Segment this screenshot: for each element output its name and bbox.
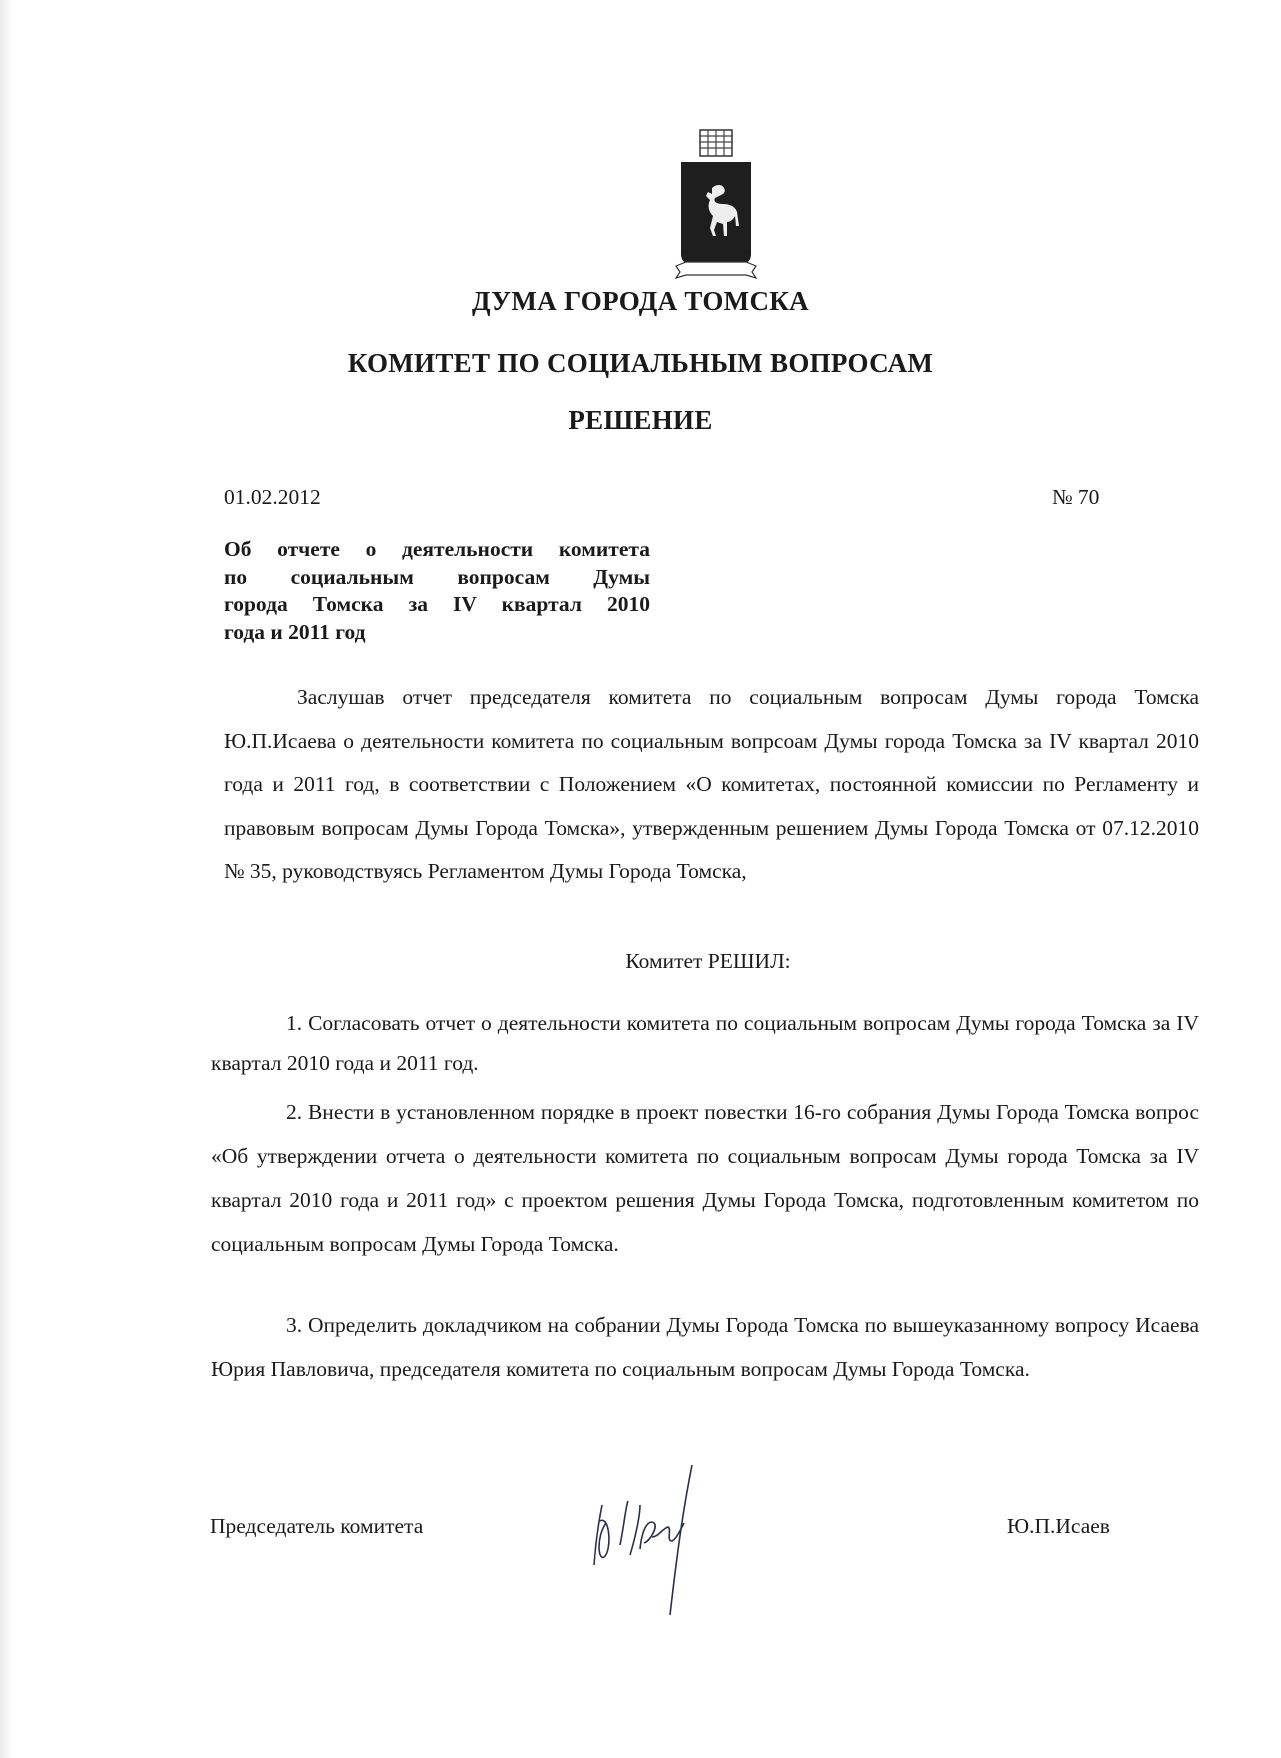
document-number: № 70 [1052,485,1100,509]
document-type: РЕШЕНИЕ [568,405,713,435]
signatory-position: Председатель комитета [210,1514,424,1538]
subject-line: города Томска за IV квартал 2010 [224,592,650,616]
subject-line: Об отчете о деятельности комитета [224,537,650,561]
decision-item-1: 1. Согласовать отчет о деятельности комитета по социальным вопросам Думы города Томска за IV квартал 2010 года и 2011 год. [211,1011,1199,1075]
decision-heading: Комитет РЕШИЛ: [625,949,791,973]
subject-line: по социальным вопросам Думы [224,564,650,589]
scan-edge [0,0,12,1758]
coat-of-arms-emblem [668,126,766,284]
decision-item-2: 2. Внести в установленном порядке в проект повестки 16-го собрания Думы Города Томска вопрос «Об утверждении отчета о деятельности комитета по социальным вопросам Думы города Томска за IV квартал 2010 года и 2011 год» с проектом решения Думы Города Томска, подготовленным комитетом по социальным вопросам Думы Города Томска. [211,1100,1199,1256]
crown-icon [700,130,732,156]
subject-line: года и 2011 год [224,619,366,644]
document-subject [224,536,650,646]
organization-title: ДУМА ГОРОДА ТОМСКА [472,286,809,316]
handwritten-signature [580,1465,760,1625]
decision-item-3: 3. Определить докладчиком на собрании Думы Города Томска по вышеуказанному вопросу Исаева Юрия Павловича, председателя комитета по социальным вопросам Думы Города Томска. [211,1313,1199,1381]
ribbon-icon [676,262,756,278]
committee-title: КОМИТЕТ ПО СОЦИАЛЬНЫМ ВОПРОСАМ [347,348,934,378]
signatory-name: Ю.П.Исаев [1007,1514,1110,1538]
document-date: 01.02.2012 [224,485,321,509]
preamble-paragraph: Заслушав отчет председателя комитета по социальным вопросам Думы города Томска Ю.П.Исаева о деятельности комитета по социальным вопрсоам Думы города Томска за IV квартал 2010 года и 2011 год, в соответствии с Положением «О комитетах, постоянной комиссии по Регламенту и правовым вопросам Думы Города Томска», утвержденным решением Думы Города Томска от 07.12.2010 № 35, руководствуясь Регламентом Думы Города Томска, [224,685,1199,884]
